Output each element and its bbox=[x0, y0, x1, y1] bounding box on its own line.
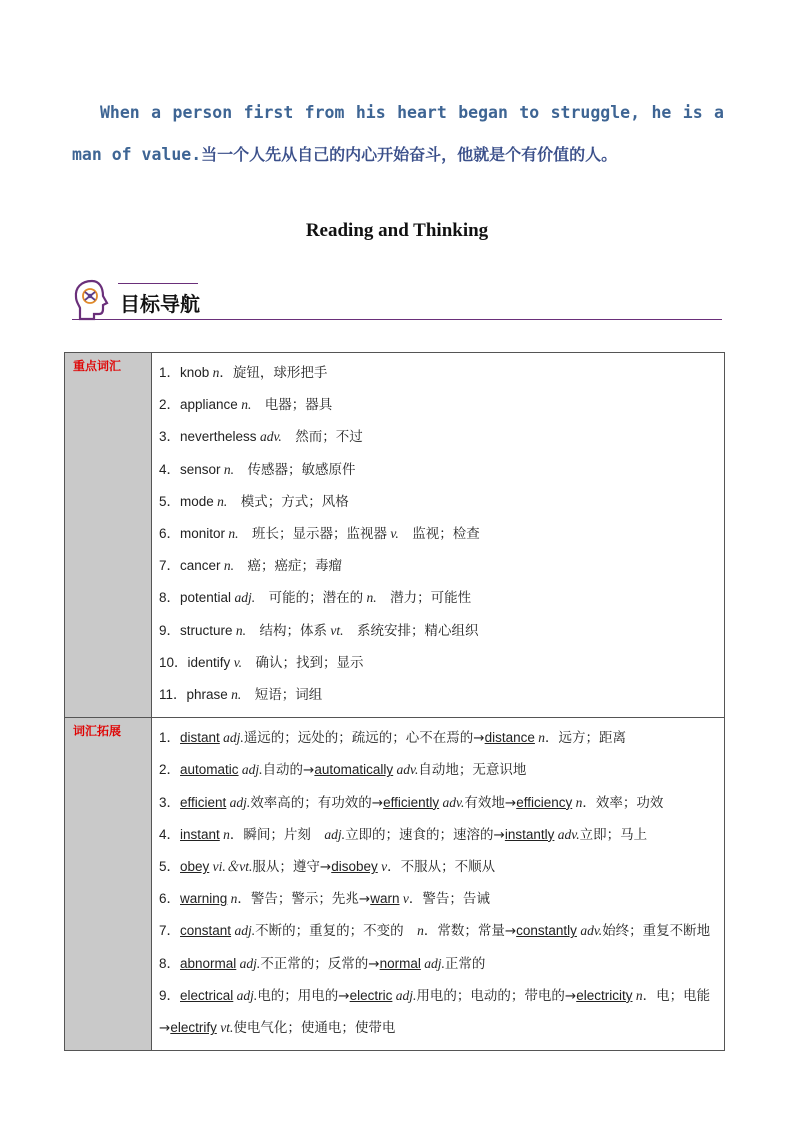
core-vocab-row bbox=[65, 353, 725, 718]
vocab-word: mode bbox=[180, 493, 214, 509]
derived-word: electrical bbox=[180, 987, 234, 1003]
derived-word: instant bbox=[180, 826, 220, 842]
item-number: 2． bbox=[159, 762, 181, 778]
quote-english: When a person first from his heart began to struggle, he is a man of value. bbox=[72, 103, 724, 164]
definition: 然而；不过 bbox=[281, 429, 363, 446]
vocab-item bbox=[159, 550, 724, 582]
part-of-speech: v. bbox=[230, 654, 243, 670]
part-of-speech: n. bbox=[220, 461, 235, 477]
definition: 不正常的；反常的→ bbox=[260, 955, 380, 972]
definition: 效率高的；有功效的→ bbox=[250, 794, 384, 811]
section-top-rule bbox=[118, 283, 198, 284]
definition: 自动的→ bbox=[262, 762, 315, 779]
definition: 潜力；可能性 bbox=[376, 590, 472, 607]
definition: 不断的；重复的；不变的 bbox=[255, 923, 418, 940]
vocab-item bbox=[159, 389, 724, 421]
part-of-speech: n. bbox=[213, 493, 228, 509]
part-of-speech: n bbox=[219, 826, 230, 842]
part-of-speech: n. bbox=[220, 558, 235, 574]
part-of-speech: adv. bbox=[576, 923, 603, 939]
derived-word: abnormal bbox=[180, 955, 237, 971]
part-of-speech: adj. bbox=[219, 730, 244, 746]
definition: 有效地→ bbox=[464, 794, 517, 811]
part-of-speech: vi.＆vt. bbox=[209, 859, 253, 875]
part-of-speech: v bbox=[399, 891, 409, 907]
item-number: 6． bbox=[159, 526, 181, 542]
vocab-item bbox=[159, 582, 724, 614]
derived-word: normal bbox=[379, 955, 421, 971]
extended-vocab-category-cell bbox=[65, 718, 152, 1051]
derived-word: disobey bbox=[331, 859, 378, 875]
definition: ．瞬间；片刻 bbox=[229, 826, 325, 843]
vocab-word: structure bbox=[180, 622, 233, 638]
vocab-word: phrase bbox=[186, 687, 228, 703]
vocab-word: knob bbox=[180, 365, 210, 380]
definition: 自动地；无意识地 bbox=[418, 762, 527, 779]
derived-word: warn bbox=[370, 891, 400, 907]
derived-word: constant bbox=[180, 923, 232, 939]
core-vocab-list bbox=[152, 353, 725, 718]
item-number: 8． bbox=[159, 955, 181, 971]
definition: 遥远的；远处的；疏远的；心不在焉的→ bbox=[243, 730, 485, 747]
vocab-item bbox=[159, 357, 724, 389]
definition: 用电的；电动的；带电的→ bbox=[416, 987, 577, 1004]
vocabulary-table bbox=[64, 352, 725, 1051]
item-number: 10． bbox=[159, 654, 188, 670]
derived-word: obey bbox=[180, 859, 210, 875]
item-number: 11． bbox=[159, 687, 187, 703]
derived-word: distance bbox=[484, 730, 535, 746]
item-number: 2． bbox=[159, 397, 181, 413]
vocab-word: sensor bbox=[180, 461, 221, 477]
item-number: 7． bbox=[159, 558, 181, 574]
vocab-item bbox=[159, 722, 724, 754]
part-of-speech: adj. bbox=[324, 826, 346, 842]
definition: 结构；体系 bbox=[246, 622, 328, 639]
vocab-item bbox=[159, 754, 724, 786]
item-number: 3． bbox=[159, 429, 181, 445]
part-of-speech: n bbox=[534, 730, 546, 746]
vocab-item bbox=[159, 787, 724, 819]
definition: ．效率；功效 bbox=[582, 794, 664, 811]
vocab-word: cancer bbox=[180, 558, 221, 574]
vocab-item bbox=[159, 615, 724, 647]
vocab-item bbox=[159, 647, 724, 679]
part-of-speech: adj. bbox=[392, 987, 417, 1003]
quote-chinese: 当一个人先从自己的内心开始奋斗，他就是个有价值的人。 bbox=[201, 145, 618, 164]
definition: 服从；遵守→ bbox=[252, 859, 332, 876]
definition: ．警告；告诫 bbox=[408, 891, 490, 908]
vocab-item bbox=[159, 915, 724, 947]
definition: 监视；检查 bbox=[398, 526, 480, 543]
item-number: 9． bbox=[159, 987, 181, 1003]
extended-vocab-row bbox=[65, 718, 725, 1051]
item-number: 6． bbox=[159, 891, 181, 907]
definition: ．旋钮，球形把手 bbox=[219, 365, 328, 381]
definition: 电器；器具 bbox=[251, 397, 333, 414]
part-of-speech: n bbox=[572, 794, 583, 810]
page-title: Reading and Thinking bbox=[305, 220, 489, 241]
definition: 癌；癌症；毒瘤 bbox=[234, 558, 343, 575]
extended-vocab-list bbox=[152, 718, 725, 1051]
vocab-item bbox=[159, 421, 724, 453]
section-header bbox=[72, 276, 724, 324]
vocab-item bbox=[159, 454, 724, 486]
core-vocab-category: 重点词汇 bbox=[73, 359, 122, 373]
definition: ．远方；距离 bbox=[545, 730, 627, 747]
part-of-speech: adj. bbox=[236, 955, 261, 971]
definition: 始终；重复不断地 bbox=[602, 923, 711, 940]
derived-word: constantly bbox=[516, 923, 577, 939]
part-of-speech: adv. bbox=[256, 429, 282, 445]
derived-word: instantly bbox=[504, 826, 555, 842]
derived-word: warning bbox=[180, 891, 228, 907]
derived-word: electric bbox=[349, 987, 393, 1003]
definition: ．电；电能 bbox=[642, 987, 711, 1004]
extended-vocab-category: 词汇拓展 bbox=[73, 724, 122, 739]
item-number: 4． bbox=[159, 826, 181, 842]
part-of-speech: adv. bbox=[554, 826, 580, 842]
derived-word: electricity bbox=[576, 987, 633, 1003]
part-of-speech: adj. bbox=[231, 590, 256, 606]
vocab-item bbox=[159, 819, 724, 851]
item-number: 8． bbox=[159, 590, 181, 606]
definition: 短语；词组 bbox=[241, 687, 323, 704]
part-of-speech: n bbox=[209, 365, 220, 380]
definition: 立即；马上 bbox=[579, 826, 648, 843]
part-of-speech: n bbox=[417, 923, 424, 939]
part-of-speech: n. bbox=[225, 526, 239, 542]
motivational-quote bbox=[72, 92, 724, 176]
item-number: 5． bbox=[159, 859, 181, 875]
definition: 使电气化；使通电；使带电 bbox=[233, 1020, 396, 1037]
part-of-speech: n bbox=[632, 987, 643, 1003]
definition: 可能的；潜在的 bbox=[255, 590, 364, 607]
vocab-item bbox=[159, 883, 724, 915]
vocab-item bbox=[159, 679, 724, 711]
definition: 传感器；敏感原件 bbox=[234, 461, 356, 478]
derived-word: electrify bbox=[170, 1020, 217, 1036]
item-number: 5． bbox=[159, 493, 181, 509]
definition: 系统安排；精心组织 bbox=[343, 622, 479, 639]
part-of-speech: vt. bbox=[216, 1020, 234, 1036]
definition: 班长；显示器；监视器 bbox=[238, 526, 388, 543]
section-title: 目标导航 bbox=[120, 292, 200, 316]
brain-head-icon bbox=[72, 278, 112, 322]
vocab-item bbox=[159, 851, 724, 883]
derived-word: efficient bbox=[180, 794, 227, 810]
definition: ．警告；警示；先兆→ bbox=[237, 891, 371, 908]
vocab-word: nevertheless bbox=[180, 429, 257, 445]
vocab-word: monitor bbox=[180, 526, 226, 542]
core-vocab-category-cell bbox=[65, 353, 152, 718]
item-number: 3． bbox=[159, 794, 181, 810]
item-number: 4． bbox=[159, 461, 181, 477]
definition: 确认；找到；显示 bbox=[242, 654, 364, 671]
part-of-speech: adj. bbox=[231, 923, 256, 939]
derived-word: automatically bbox=[314, 762, 394, 778]
part-of-speech: adv. bbox=[439, 794, 465, 810]
vocab-item bbox=[159, 948, 724, 980]
vocab-item bbox=[159, 518, 724, 550]
definition: → bbox=[159, 1020, 171, 1037]
definition: ．常数；常量→ bbox=[423, 923, 517, 940]
definition: 正常的 bbox=[444, 955, 486, 972]
part-of-speech: adj. bbox=[226, 794, 251, 810]
part-of-speech: v. bbox=[387, 526, 399, 542]
vocab-word: appliance bbox=[180, 397, 238, 413]
definition: 电的；用电的→ bbox=[257, 987, 350, 1004]
vocab-item bbox=[159, 980, 724, 1012]
vocab-item bbox=[159, 486, 724, 518]
part-of-speech: n bbox=[227, 891, 238, 907]
derived-word: efficiently bbox=[383, 794, 440, 810]
item-number: 7． bbox=[159, 923, 181, 939]
part-of-speech: v bbox=[377, 859, 388, 875]
derived-word: automatic bbox=[180, 762, 239, 778]
part-of-speech: adv. bbox=[393, 762, 419, 778]
part-of-speech: vt. bbox=[327, 622, 344, 638]
derived-word: efficiency bbox=[516, 794, 573, 810]
item-number: 1． bbox=[159, 365, 181, 380]
part-of-speech: adj. bbox=[420, 955, 445, 971]
part-of-speech: n. bbox=[237, 397, 252, 413]
derived-word: distant bbox=[180, 730, 220, 746]
item-number: 1． bbox=[159, 730, 181, 746]
vocab-item bbox=[159, 1012, 724, 1044]
part-of-speech: n. bbox=[363, 590, 377, 606]
part-of-speech: adj. bbox=[233, 987, 258, 1003]
part-of-speech: n. bbox=[227, 687, 242, 703]
part-of-speech: n. bbox=[232, 622, 247, 638]
item-number: 9． bbox=[159, 622, 181, 638]
definition: 立即的；速食的；速溶的→ bbox=[345, 826, 505, 843]
definition: ．不服从；不顺从 bbox=[387, 859, 496, 876]
definition: 模式；方式；风格 bbox=[227, 493, 349, 510]
section-underline bbox=[72, 319, 722, 320]
part-of-speech: adj. bbox=[238, 762, 263, 778]
vocab-word: identify bbox=[187, 654, 231, 670]
vocab-word: potential bbox=[180, 590, 232, 606]
